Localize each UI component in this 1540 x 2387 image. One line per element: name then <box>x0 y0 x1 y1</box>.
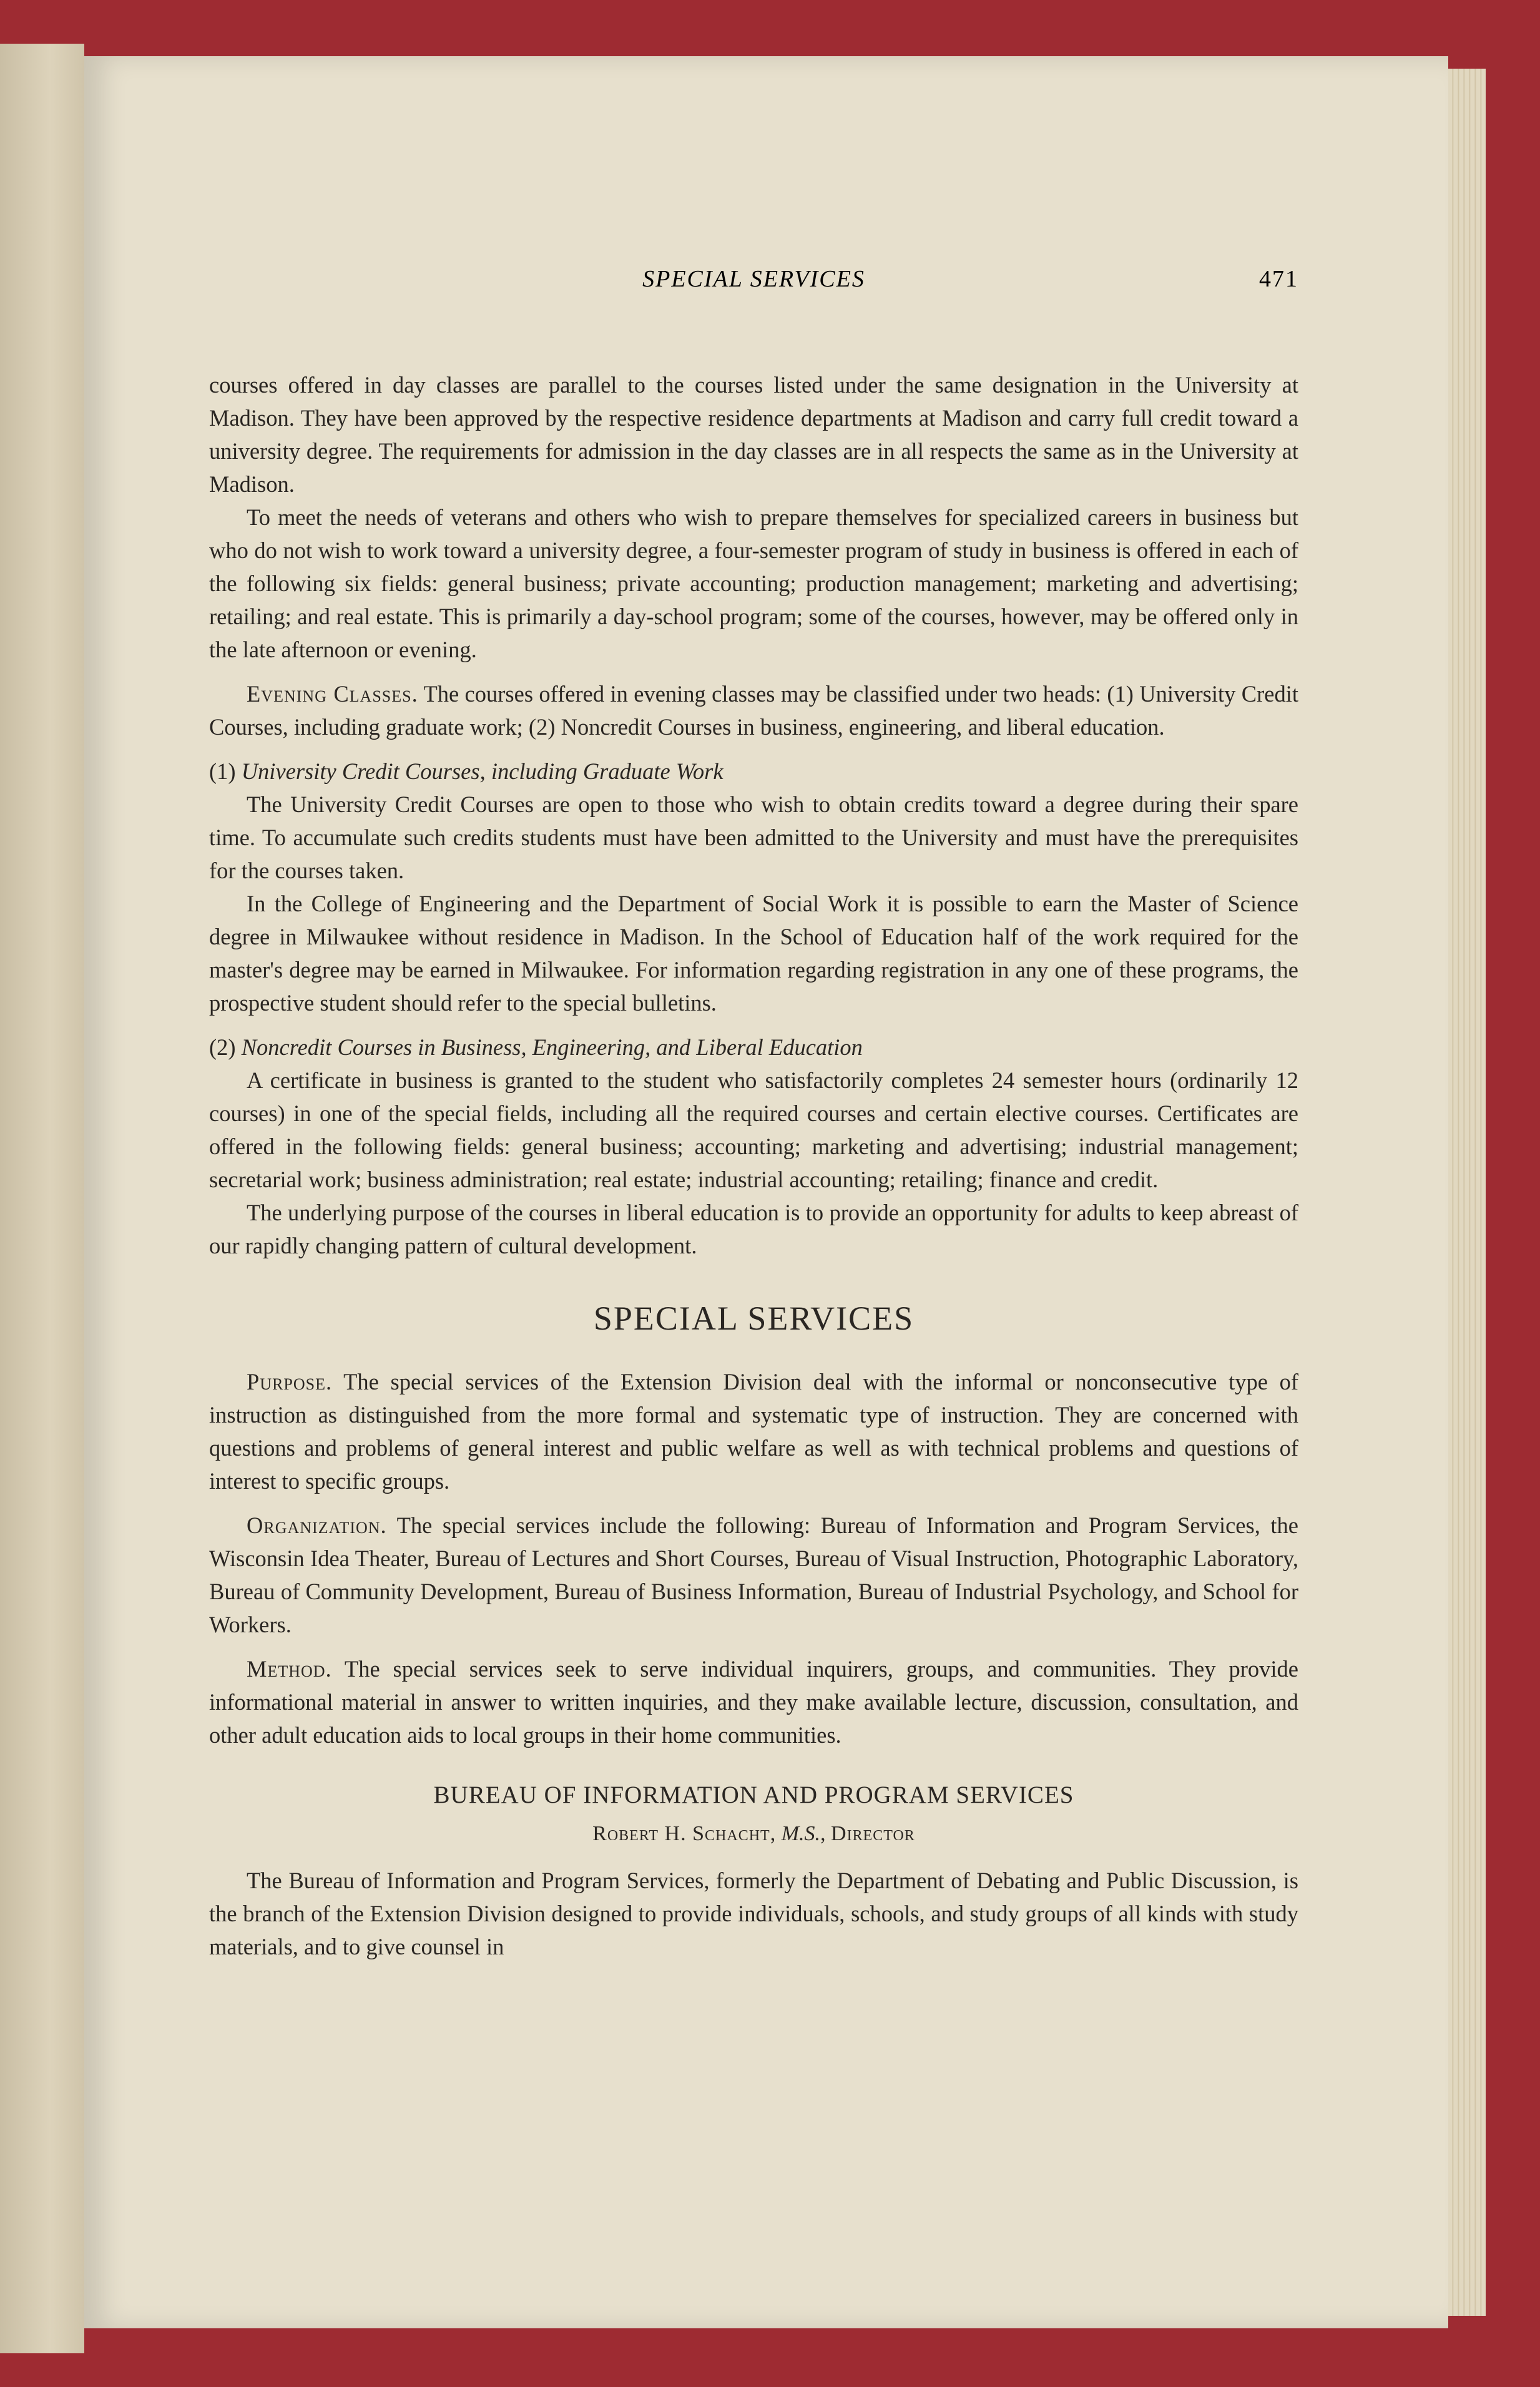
facing-page-edge <box>0 44 84 2353</box>
bureau-director-line: Robert H. Schacht, M.S., Director <box>592 1822 915 1845</box>
subheading-credit-courses: (1) University Credit Courses, including Graduate Work <box>209 758 723 784</box>
running-head-title: SPECIAL SERVICES <box>642 266 865 292</box>
intro-paragraph-2: To meet the needs of veterans and others who wish to prepare themselves for specialized careers in business but who do not wish to work toward a university degree, a four-semester program of study in business is offered in each of the following six fields: general business; private accounting; production management; marketing and advertising; retailing; and real estate. This is primarily a day-school program; some of the courses, however, may be offered only in the late afternoon or evening. <box>209 504 1298 662</box>
method-lead: Method. <box>247 1656 332 1682</box>
section-heading-special-services: SPECIAL SERVICES <box>593 1300 915 1337</box>
page-body <box>209 368 1298 1963</box>
bureau-heading: BUREAU OF INFORMATION AND PROGRAM SERVICES <box>433 1782 1074 1808</box>
noncredit-courses-paragraph-1: A certificate in business is granted to the student who satisfactorily completes 24 semester hours (ordinarily 12 courses) in one of the special fields, including all the required courses and certain elective courses. Certificates are offered in the following fields: general business; accounting; marketing and advertising; industrial management; secretarial work; business administration; real estate; industrial accounting; retailing; finance and credit. <box>209 1067 1298 1192</box>
purpose-lead: Purpose. <box>247 1369 333 1394</box>
subheading-noncredit-courses: (2) Noncredit Courses in Business, Engineering, and Liberal Education <box>209 1034 863 1060</box>
running-head <box>209 265 1298 303</box>
intro-paragraph-1: courses offered in day classes are parallel to the courses listed under the same designation in the University at Madison. They have been approved by the respective residence departments at Madison and carry full credit toward a university degree. The requirements for admission in the day classes are in all respects the same as in the University at Madison. <box>209 372 1298 497</box>
credit-courses-paragraph-2: In the College of Engineering and the Department of Social Work it is possible to earn the Master of Science degree in Milwaukee without residence in Madison. In the School of Education half of the work required for the master's degree may be earned in Milwaukee. For information regarding registration in any one of these programs, the prospective student should refer to the special bulletins. <box>209 891 1298 1016</box>
page-block-edges <box>1448 69 1486 2316</box>
evening-classes-paragraph: Evening Classes. The courses offered in evening classes may be classified under two heads: (1) University Credit Courses, including graduate work; (2) Noncredit Courses in business, engineering, and liberal education. <box>209 681 1298 740</box>
organization-paragraph: Organization. The special services include the following: Bureau of Information and Program Services, the Wisconsin Idea Theater, Bureau of Lectures and Short Courses, Bureau of Visual Instruction, Photographic Laboratory, Bureau of Community Development, Bureau of Business Information, Bureau of Industrial Psychology, and School for Workers. <box>209 1512 1298 1637</box>
purpose-paragraph: Purpose. The special services of the Extension Division deal with the informal or nonconsecutive type of instruction as distinguished from the more formal and systematic type of instruction. They are concerned with questions and problems of general interest and public welfare as well as with technical problems and questions of interest to specific groups. <box>209 1369 1299 1494</box>
bureau-paragraph-1: The Bureau of Information and Program Services, formerly the Department of Debating and Public Discussion, is the branch of the Extension Division designed to provide individuals, schools, and study groups of all kinds with study materials, and to give counsel in <box>209 1868 1298 1959</box>
credit-courses-paragraph-1: The University Credit Courses are open to those who wish to obtain credits toward a degree during their spare time. To accumulate such credits students must have been admitted to the University and must have the prerequisites for the courses taken. <box>209 792 1298 883</box>
noncredit-courses-paragraph-2: The underlying purpose of the courses in liberal education is to provide an opportunity for adults to keep abreast of our rapidly changing pattern of cultural development. <box>209 1200 1298 1258</box>
organization-lead: Organization. <box>247 1512 387 1538</box>
method-paragraph: Method. The special services seek to serve individual inquirers, groups, and communities. They provide informational material in answer to written inquiries, and they make available lecture, discussion, consultation, and other adult education aids to local groups in their home communities. <box>209 1656 1299 1748</box>
page-number: 471 <box>1259 266 1298 292</box>
evening-classes-lead: Evening Classes. <box>247 681 418 707</box>
